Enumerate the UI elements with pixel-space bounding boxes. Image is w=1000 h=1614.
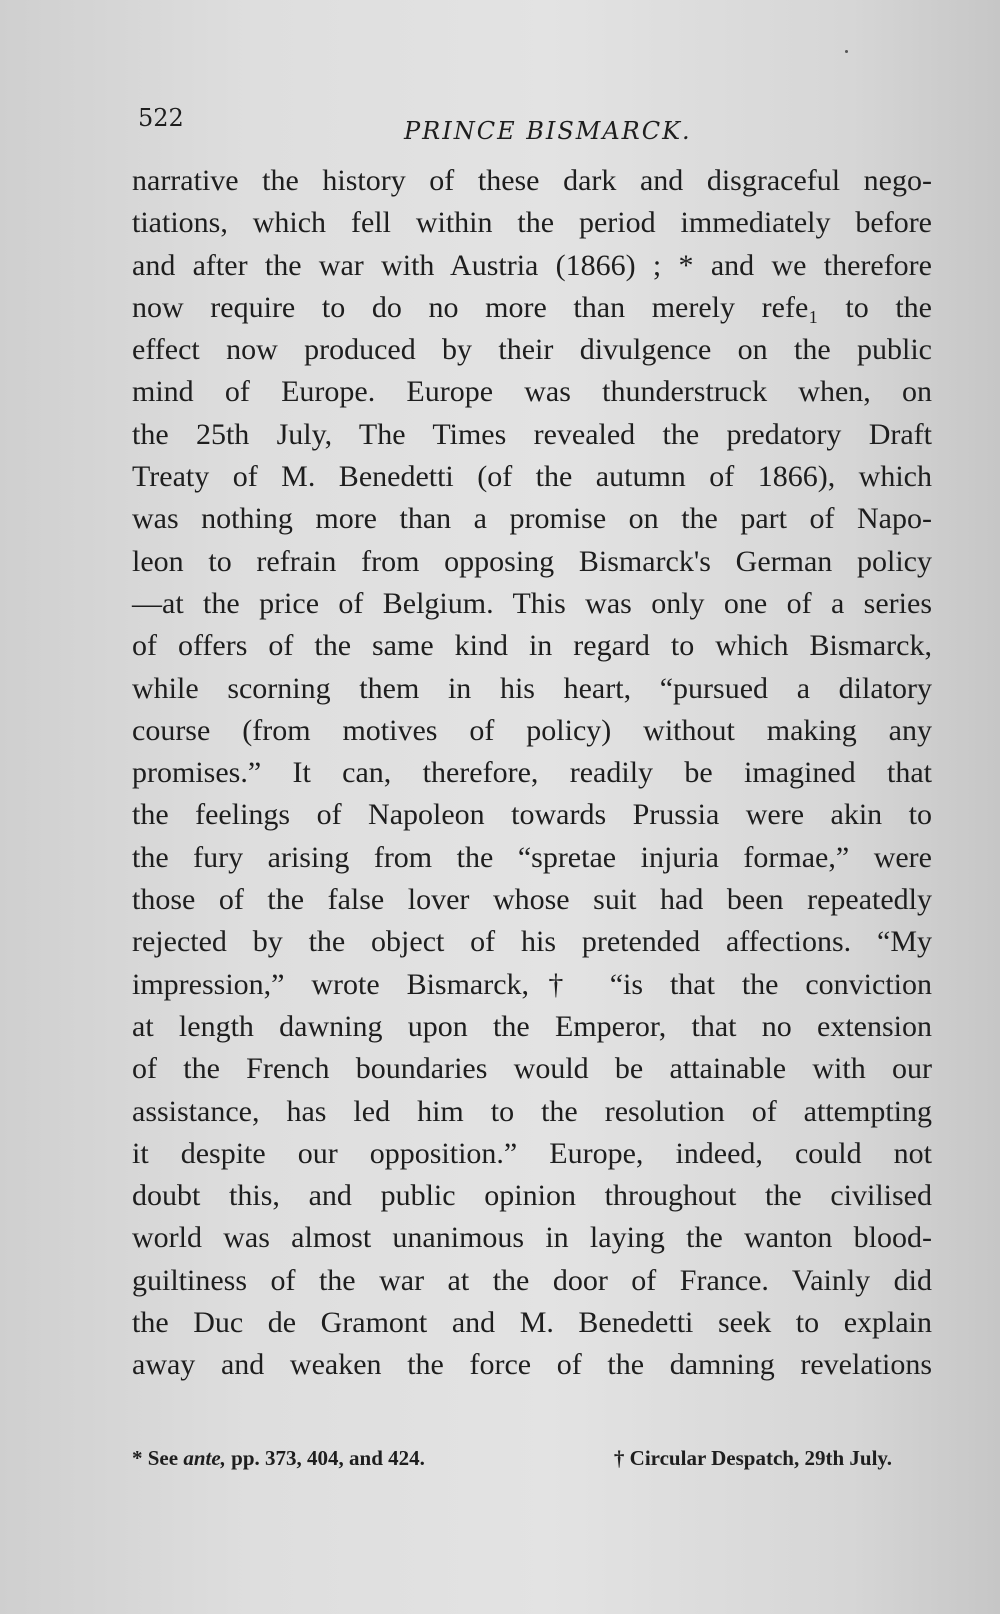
text-line: the Duc de Gramont and M. Benedetti seek to explain [132,1306,932,1340]
footnote-circular-despatch: † Circular Despatch, 29th July. [613,1446,892,1470]
text-line: was nothing more than a promise on the part of Napo- [132,502,932,536]
text-line: away and weaken the force of the damning revelations [132,1348,932,1382]
text-line: rejected by the object of his pretended affections. “My [132,925,932,959]
body-text [132,160,932,1387]
text-line: guiltiness of the war at the door of France. Vainly did [132,1263,932,1297]
text-line: tiations, which fell within the period immediately before [132,206,932,240]
text-line: and after the war with Austria (1866) ; * and we therefore [132,248,932,282]
text-line: effect now produced by their divulgence on the public [132,333,932,367]
text-line: impression,” wrote Bismarck,† “is that the conviction [132,967,932,1001]
text-line: narrative the history of these dark and disgraceful nego- [132,164,932,197]
paper-speck [845,50,848,53]
text-line: leon to refrain from opposing Bismarck's German policy [132,544,932,578]
footnotes [132,1446,892,1471]
footnote-ante: * See ante, pp. 373, 404, and 424. [132,1446,425,1470]
text-line: of the French boundaries would be attainable with our [132,1052,932,1086]
running-title: PRINCE BISMARCK. [404,117,692,145]
text-line: the feelings of Napoleon towards Prussia were akin to [132,798,932,832]
text-line: now require to do no more than merely refe₁ to the [132,290,932,324]
text-line: doubt this, and public opinion throughout the civilised [132,1179,932,1213]
text-line: the fury arising from the “spretae injuria formae,” were [132,840,932,874]
text-line: at length dawning upon the Emperor, that no extension [132,1009,932,1043]
page-number: 522 [138,104,184,132]
text-line: it despite our opposition.” Europe, indeed, could not [132,1136,932,1170]
text-line: promises.” It can, therefore, readily be imagined that [132,756,932,790]
text-line: Treaty of M. Benedetti (of the autumn of 1866), which [132,460,932,494]
text-line: while scorning them in his heart, “pursued a dilatory [132,671,932,705]
text-line: mind of Europe. Europe was thunderstruck when, on [132,375,932,409]
text-line: world was almost unanimous in laying the wanton blood- [132,1221,932,1255]
text-line: course (from motives of policy) without making any [132,713,932,747]
text-line: those of the false lover whose suit had been repeatedly [132,883,932,917]
text-line: —at the price of Belgium. This was only one of a series [132,586,932,620]
text-line: assistance, has led him to the resolution of attempting [132,1094,932,1128]
text-line: the 25th July, The Times revealed the predatory Draft [132,417,932,451]
text-line: of offers of the same kind in regard to which Bismarck, [132,629,932,663]
